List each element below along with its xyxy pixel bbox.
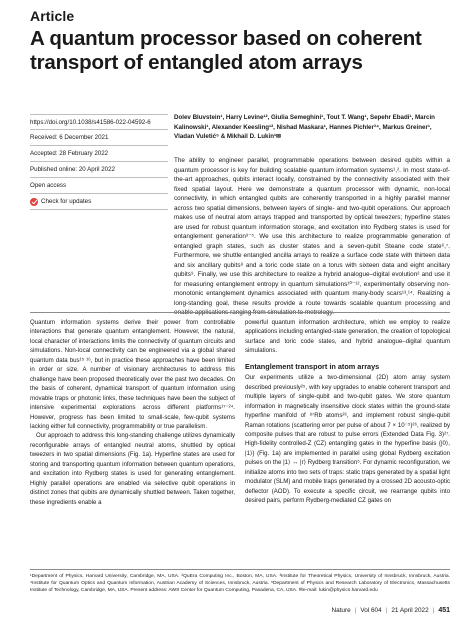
- footer-date: 21 April 2022: [391, 607, 429, 614]
- body-paragraph: powerful quantum information architecture, which we employ to realize applications including entangled-state generation, the creation of topological surface and toric code states, and hybrid analogue–digital quantum simulations.: [245, 319, 450, 355]
- footer-journal: Nature: [331, 607, 351, 614]
- footer-separator: |: [354, 607, 357, 614]
- published-date: Published online: 20 April 2022: [30, 162, 168, 178]
- footer-separator: |: [385, 607, 388, 614]
- affiliations-divider: [30, 569, 450, 570]
- accepted-date: Accepted: 28 February 2022: [30, 146, 168, 162]
- body-column-left: [30, 318, 235, 507]
- body-paragraph: Quantum information systems derive their power from controllable interactions that generate quantum entanglement. However, the natural, local character of interactions limits the connectivity of quantum circuits and simulations. Non-local connectivity can be engineered via a global shared quantum data bus¹⁵ ¹⁶, but in practice these approaches have been limited in order or size. A number of visionary architectures to address this challenge have been proposed theoretically over the past two decades. On the basis of coherent, dynamical transport of quantum information using movable traps or photonic links, these techniques have been the subject of intensive experimental explorations across different platforms¹⁷⁻²⁴. However, progress has been limited to small-scale, few-qubit systems lacking either full connectivity, programmability or true parallelism.: [30, 319, 235, 430]
- metadata-panel: [30, 114, 168, 210]
- article-title: A quantum processor based on coherent transport of entangled atom arrays: [30, 27, 422, 74]
- article-kicker: Article: [30, 8, 75, 24]
- check-updates-label: Check for updates: [41, 197, 92, 205]
- check-updates-link[interactable]: [30, 194, 168, 210]
- page-footer: [331, 607, 450, 614]
- abstract: The ability to engineer parallel, programmable operations between desired qubits within a quantum processor is key for building scalable quantum information systems¹,². In most state-of-the-art approaches, qubits interact locally, constrained by the connectivity associated with their fixed spatial layout. Here we demonstrate a quantum processor with dynamic, non-local connectivity, in which entangled qubits are coherently transported in a highly parallel manner across two spatial dimensions, between layers of single- and two-qubit operations. Our approach makes use of neutral atom arrays trapped and transported by optical tweezers; hyperfine states are used for robust quantum information storage, and excitation into Rydberg states is used for entanglement generation³⁻⁵. We use this architecture to realize programmable generation of entangled graph states, such as cluster states and a seven-qubit Steane code state⁶,⁷. Furthermore, we shuttle entangled ancilla arrays to realize a surface code state with thirteen data and six ancillary qubits⁸ and a toric code state on a torus with sixteen data and eight ancillary qubits⁹. Finally, we use this architecture to realize a hybrid analogue–digital evolution² and use it for measuring entanglement entropy in quantum simulations¹⁰⁻¹², experimentally observing non-monotonic entanglement dynamics associated with quantum many-body scars¹³,¹⁴. Realizing a long-standing goal, these results provide a route towards scalable quantum processing and enable applications ranging from simulation to metrology.: [174, 157, 450, 316]
- affiliations: ¹Department of Physics, Harvard University, Cambridge, MA, USA. ²QuEra Computing Inc., Boston, MA, USA. ³Institute for Theoretical Physics, University of Innsbruck, Innsbruck, Austria. ⁴Institute for Quantum Optics and Quantum Information, Austrian Academy of Sciences, Innsbruck, Austria. ⁵Department of Physics and Research Laboratory of Electronics, Massachusetts Institute of Technology, Cambridge, MA, USA. Present address: AWS Center for Quantum Computing, Pasadena, CA, USA. ✉e-mail: lukin@physics.harvard.edu: [30, 574, 450, 593]
- body-paragraph: Our experiments utilize a two-dimensional (2D) atom array system described previously²⁵, with key upgrades to enable coherent transport and multiple layers of single-qubit and two-qubit gates. We store quantum information in magnetically insensitive clock states within the ground-state hyperfine manifold of ⁸⁷Rb atoms²⁶, and implement robust single-qubit Raman rotations (scattering error per pulse of about 7 × 10⁻⁵)²⁶, realized by composite pulses that are robust to pulse errors (Extended Data Fig. 3)²⁷. High-fidelity controlled-Z (CZ) entangling gates in the hyperfine basis {|0⟩, |1⟩} (Fig. 1a) are implemented in parallel using global Rydberg excitation pulses on the |1⟩ ↔ |r⟩ Rydberg transition⁵. For dynamic reconfiguration, we initialize atoms into two sets of traps: static traps generated by a spatial light modulator (SLM) and mobile traps generated by a crossed 2D acousto-optic deflector (AOD). To execute a specific circuit, we rearrange qubits into desired pairs, perform Rydberg-mediated CZ gates on: [245, 374, 450, 505]
- footer-volume: Vol 604: [360, 607, 382, 614]
- footer-separator: |: [432, 607, 435, 614]
- check-updates-icon: [30, 198, 38, 206]
- body-paragraph: Our approach to address this long-standing challenge utilizes dynamically reconfigurable arrays of entangled neutral atoms, shuttled by optical tweezers in two spatial dimensions (Fig. 1a). Hyperfine states are used for storing and transporting quantum information between quantum operations, and excitation into Rydberg states is used for generating entanglement. Highly parallel operations are enabled via selective qubit operations in distinct zones that qubits are dynamically shuttled between. Taken together, these ingredients enable a: [30, 432, 235, 506]
- author-list: Dolev Bluvstein¹, Harry Levine¹², Giulia Semeghini¹, Tout T. Wang¹, Sepehr Ebadi¹, Marcin Kalinowski¹, Alexander Keesling¹², Nishad Maskara¹, Hannes Pichler³⁴, Markus Greiner¹, Vladan Vuletić⁵ & Mikhail D. Lukin¹✉: [174, 114, 435, 141]
- abstract-divider: [30, 312, 450, 313]
- open-access-label: Open access: [30, 178, 168, 194]
- doi-link[interactable]: https://doi.org/10.1038/s41586-022-04592-6: [30, 114, 168, 130]
- received-date: Received: 6 December 2021: [30, 130, 168, 146]
- section-heading: Entanglement transport in atom arrays: [245, 361, 380, 371]
- body-column-right: [245, 318, 450, 506]
- footer-page-number: 451: [438, 607, 450, 614]
